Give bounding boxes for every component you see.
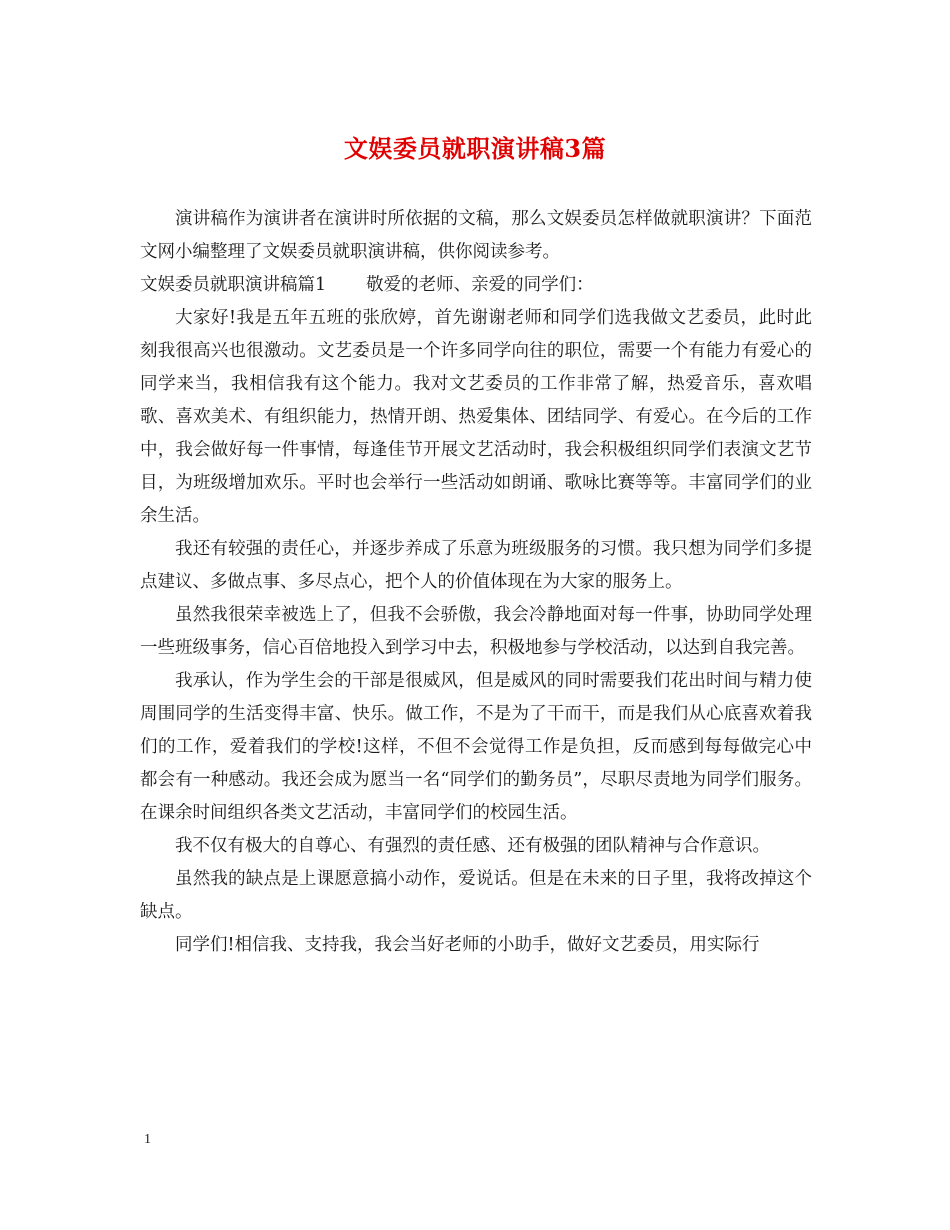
document-title: 文娱委员就职演讲稿3篇 — [343, 134, 607, 163]
section-heading-line — [140, 269, 812, 302]
body-paragraph: 同学们!相信我、支持我，我会当好老师的小助手，做好文艺委员，用实际行 — [175, 935, 760, 955]
body-paragraph: 大家好!我是五年五班的张欣婷，首先谢谢老师和同学们选我做文艺委员，此时此刻我很高兴也很激动。文艺委员是一个许多同学向往的职位，需要一个有能力有爱心的同学来当，我相信我有这个能力。我对文艺委员的工作非常了解，热爱音乐，喜欢唱歌、喜欢美术、有组织能力，热情开朗、热爱集体、团结同学、有爱心。在今后的工作中，我会做好每一件事情，每逢佳节开展文艺活动时，我会积极组织同学们表演文艺节目，为班级增加欢乐。平时也会举行一些活动如朗诵、歌咏比赛等等。丰富同学们的业余生活。 — [140, 308, 812, 526]
page-number: 1 — [144, 1132, 151, 1147]
body-paragraph: 我还有较强的责任心，并逐步养成了乐意为班级服务的习惯。我只想为同学们多提点建议、多做点事、多尽点心，把个人的价值体现在为大家的服务上。 — [140, 539, 812, 592]
intro-paragraph: 演讲稿作为演讲者在演讲时所依据的文稿，那么文娱委员怎样做就职演讲？下面范文网小编整理了文娱委员就职演讲稿，供你阅读参考。 — [140, 209, 812, 262]
body-paragraph: 我不仅有极大的自尊心、有强烈的责任感、还有极强的团队精神与合作意识。 — [175, 836, 770, 856]
body-paragraph: 虽然我的缺点是上课愿意搞小动作，爱说话。但是在未来的日子里，我将改掉这个缺点。 — [140, 869, 812, 922]
section-heading: 文娱委员就职演讲稿篇1 — [140, 275, 327, 295]
document-body — [140, 203, 812, 962]
body-paragraph: 虽然我很荣幸被选上了，但我不会骄傲，我会冷静地面对每一件事，协助同学处理一些班级事务，信心百倍地投入到学习中去，积极地参与学校活动，以达到自我完善。 — [140, 605, 812, 658]
salutation: 敬爱的老师、亲爱的同学们： — [366, 275, 594, 295]
body-paragraph: 我承认，作为学生会的干部是很威风，但是威风的同时需要我们花出时间与精力使周围同学的生活变得丰富、快乐。做工作，不是为了干而干，而是我们从心底喜欢着我们的工作，爱着我们的学校!这样，不但不会觉得工作是负担，反而感到每每做完心中都会有一种感动。我还会成为愿当一名“同学们的勤务员”，尽职尽责地为同学们服务。在课余时间组织各类文艺活动，丰富同学们的校园生活。 — [140, 671, 812, 823]
